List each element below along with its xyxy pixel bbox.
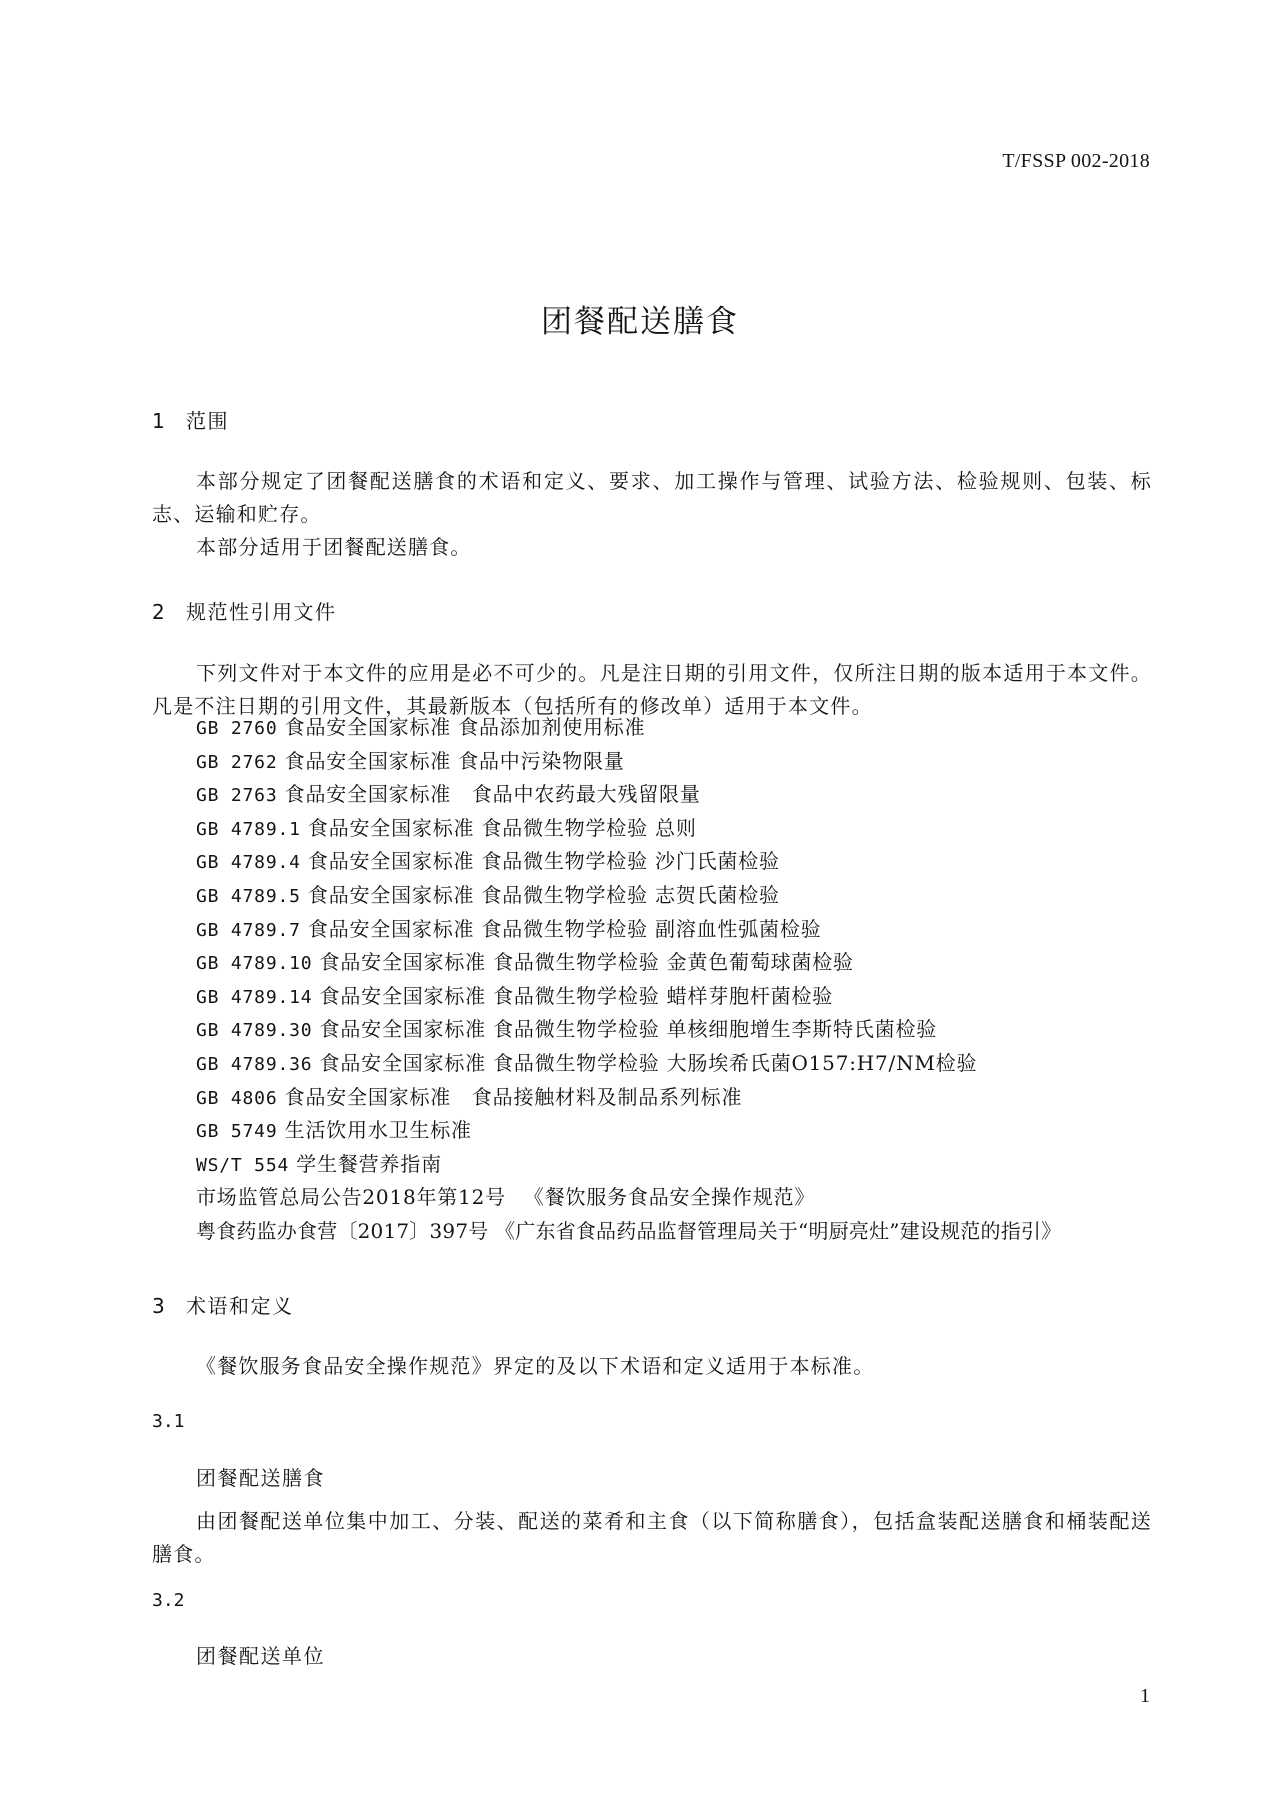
reference-item	[196, 980, 1061, 1014]
reference-item	[196, 879, 1061, 913]
paragraph: 由团餐配送单位集中加工、分装、配送的菜肴和主食（以下简称膳食），包括盒装配送膳食和桶装配送膳食。	[152, 1509, 1152, 1566]
reference-title: 食品安全国家标准 食品中污染物限量	[284, 748, 625, 773]
reference-code: GB 2762	[196, 751, 278, 773]
reference-title: 食品安全国家标准 食品微生物学检验 金黄色葡萄球菌检验	[319, 950, 854, 975]
reference-title: 生活饮用水卫生标准	[284, 1118, 472, 1143]
reference-title: 食品安全国家标准 食品微生物学检验 副溶血性弧菌检验	[307, 916, 822, 941]
section-2-heading	[152, 596, 1152, 625]
paragraph: 本部分规定了团餐配送膳食的术语和定义、要求、加工操作与管理、试验方法、检验规则、包装、标志、运输和贮存。	[152, 469, 1152, 526]
reference-item	[196, 1047, 1061, 1081]
document-title: 团餐配送膳食	[541, 304, 739, 340]
section-3-heading	[152, 1290, 1152, 1319]
reference-title: 食品安全国家标准 食品接触材料及制品系列标准	[284, 1084, 743, 1109]
reference-item	[196, 1215, 1061, 1249]
reference-item	[196, 745, 1061, 779]
reference-item	[196, 778, 1061, 812]
section-3-intro	[152, 1350, 1152, 1383]
document-code: T/FSSP 002-2018	[1002, 150, 1150, 172]
section-title: 术语和定义	[186, 1294, 294, 1318]
reference-item	[196, 1181, 1061, 1215]
paragraph: 《餐饮服务食品安全操作规范》界定的及以下术语和定义适用于本标准。	[196, 1354, 875, 1378]
term-definition	[152, 1505, 1152, 1571]
section-1-body	[152, 465, 1152, 564]
reference-title: 食品安全国家标准 食品微生物学检验 沙门氏菌检验	[307, 849, 780, 874]
reference-title: 食品安全国家标准 食品微生物学检验 总则	[307, 815, 697, 840]
paragraph: 下列文件对于本文件的应用是必不可少的。凡是注日期的引用文件，仅所注日期的版本适用于本文件。凡是不注日期的引用文件，其最新版本（包括所有的修改单）适用于本文件。	[152, 661, 1152, 718]
reference-item	[196, 711, 1061, 745]
reference-code: GB 2760	[196, 718, 278, 739]
term-number: 3.1	[152, 1411, 185, 1432]
reference-item	[196, 1081, 1061, 1115]
reference-code: GB 4806	[196, 1087, 278, 1109]
reference-code: GB 4789.10	[196, 953, 313, 975]
reference-code: GB 4789.7	[196, 919, 301, 941]
reference-code: GB 4789.14	[196, 986, 313, 1008]
section-number: 2	[152, 600, 167, 624]
reference-list	[196, 711, 1061, 1249]
reference-code: GB 2763	[196, 785, 278, 807]
reference-code: GB 4789.36	[196, 1053, 313, 1075]
reference-title: 食品安全国家标准 食品微生物学检验 单核细胞增生李斯特氏菌检验	[319, 1017, 938, 1042]
reference-title: 食品安全国家标准 食品微生物学检验 蜡样芽胞杆菌检验	[319, 983, 834, 1008]
reference-item	[196, 1013, 1061, 1047]
reference-title: 学生餐营养指南	[296, 1151, 442, 1176]
reference-code: 粤食药监办食营〔2017〕397号	[196, 1218, 489, 1243]
reference-code: WS/T 554	[196, 1154, 290, 1176]
reference-item	[196, 1148, 1061, 1182]
reference-code: GB 4789.4	[196, 852, 301, 874]
reference-code: GB 4789.30	[196, 1020, 313, 1042]
section-title: 规范性引用文件	[186, 600, 337, 624]
reference-code: 市场监管总局公告2018年第12号	[196, 1185, 506, 1210]
paragraph: 本部分适用于团餐配送膳食。	[196, 535, 472, 559]
term-name: 团餐配送膳食	[196, 1466, 325, 1490]
term-name: 团餐配送单位	[196, 1644, 325, 1668]
section-1-heading	[152, 405, 1152, 434]
reference-item	[196, 845, 1061, 879]
reference-code: GB 4789.1	[196, 818, 301, 840]
reference-code: GB 5749	[196, 1121, 278, 1143]
section-title: 范围	[186, 409, 229, 433]
reference-title: 食品安全国家标准 食品微生物学检验 大肠埃希氏菌O157:H7/NM检验	[319, 1050, 978, 1075]
reference-title: 《餐饮服务食品安全操作规范》	[513, 1185, 816, 1210]
reference-item	[196, 812, 1061, 846]
page-number: 1	[1140, 1685, 1150, 1707]
reference-title: 食品安全国家标准 食品添加剂使用标准	[284, 715, 646, 739]
reference-title: 食品安全国家标准 食品微生物学检验 志贺氏菌检验	[307, 882, 780, 907]
reference-item	[196, 946, 1061, 980]
section-number: 1	[152, 409, 167, 433]
reference-title: 《广东省食品药品监督管理局关于“明厨亮灶”建设规范的指引》	[495, 1218, 1062, 1243]
reference-item	[196, 1114, 1061, 1148]
reference-code: GB 4789.5	[196, 885, 301, 907]
section-number: 3	[152, 1294, 167, 1318]
term-number: 3.2	[152, 1590, 185, 1611]
reference-title: 食品安全国家标准 食品中农药最大残留限量	[284, 782, 701, 807]
reference-item	[196, 913, 1061, 947]
